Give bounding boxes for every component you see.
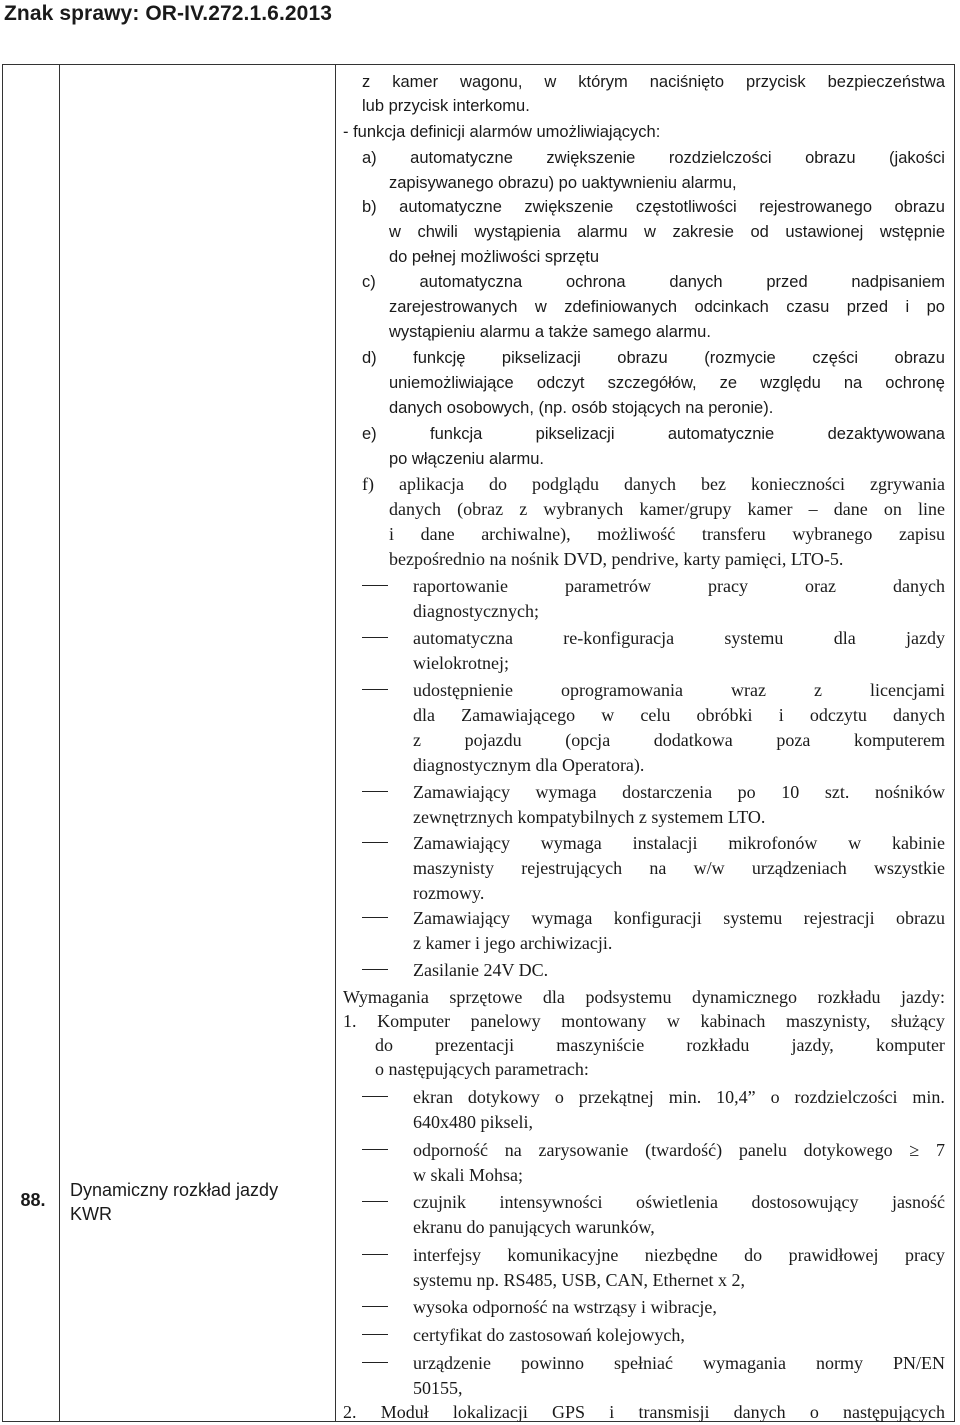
word: montowany <box>561 1011 647 1031</box>
word: naciśnięto <box>649 73 725 91</box>
word: zarysowanie <box>538 1140 629 1160</box>
word: i <box>609 1402 615 1422</box>
word: kamer/grupy <box>639 499 732 519</box>
word: ochrona <box>565 273 626 291</box>
word: danych <box>669 273 723 291</box>
dash-bullet <box>362 1096 388 1097</box>
word: odporność <box>413 1140 488 1160</box>
word: urządzenie <box>413 1353 491 1373</box>
word: czasu <box>786 298 830 316</box>
word: wszystkie <box>873 858 945 878</box>
word: danych <box>892 576 945 596</box>
word: intensywności <box>499 1192 603 1212</box>
dash-bullet <box>362 1306 388 1307</box>
word: maszyniście <box>556 1035 645 1055</box>
word: jazdy: <box>901 987 945 1007</box>
description-line <box>362 146 945 171</box>
description-line <box>413 1190 945 1215</box>
description-line <box>413 1243 945 1268</box>
description-line <box>343 985 945 1010</box>
word: rozkładu <box>817 987 881 1007</box>
description-line <box>413 1085 945 1110</box>
description-line: o następujących parametrach: <box>375 1059 589 1079</box>
word: normy <box>815 1353 863 1373</box>
word: i <box>778 705 784 725</box>
word: dla <box>542 987 565 1007</box>
description-line: certyfikat do zastosowań kolejowych, <box>413 1325 685 1345</box>
word: ze <box>719 374 738 392</box>
dash-bullet <box>362 842 388 843</box>
word: pikselizacji <box>501 349 581 367</box>
word: wstępnie <box>879 223 945 241</box>
word: dynamicznego <box>692 987 797 1007</box>
word: i <box>389 524 395 544</box>
word: aplikacja <box>399 474 464 494</box>
word: obrazu <box>617 349 668 367</box>
description-line <box>343 1400 945 1425</box>
word: maszynisty, <box>786 1011 871 1031</box>
word: w <box>601 705 615 725</box>
word: 7 <box>935 1140 945 1160</box>
word: PN/EN <box>892 1353 945 1373</box>
description-line <box>413 678 945 703</box>
word: automatyczne <box>410 149 513 167</box>
word: transferu <box>701 524 766 544</box>
word: w <box>544 73 557 91</box>
word: wagonu, <box>460 73 523 91</box>
word: bezpieczeństwa <box>827 73 945 91</box>
description-line: wysoka odporność na wstrząsy i wibracje, <box>413 1297 717 1317</box>
word: Zamawiającego <box>461 705 576 725</box>
word: kabinie <box>891 833 945 853</box>
column-divider <box>335 64 336 1422</box>
description-line: - funkcja definicji alarmów umożliwiających: <box>343 123 661 141</box>
word: rejestrujących <box>521 858 623 878</box>
word: oprogramowania <box>561 680 683 700</box>
word: jazdy <box>905 628 945 648</box>
description-line: do pełnej możliwości sprzętu <box>389 248 600 266</box>
word: archiwalne), <box>481 524 571 544</box>
word: 10,4” <box>716 1087 756 1107</box>
word: na <box>649 858 667 878</box>
word: udostępnienie <box>413 680 513 700</box>
description-line <box>413 906 945 931</box>
word: dotykowy <box>467 1087 540 1107</box>
word: powinno <box>520 1353 584 1373</box>
word: alarmu <box>577 223 628 241</box>
word: obrazu <box>894 349 945 367</box>
word: wymaga <box>540 833 602 853</box>
word: ≥ <box>909 1140 920 1160</box>
word: rozkładu <box>686 1035 750 1055</box>
word: względu <box>760 374 821 392</box>
description-line <box>389 295 945 320</box>
word: f) <box>362 474 374 494</box>
word: min. <box>912 1087 945 1107</box>
word: zarejestrowanych <box>389 298 518 316</box>
description-line <box>362 472 945 497</box>
description-line <box>389 497 945 522</box>
word: dodatkowa <box>653 730 733 750</box>
word: GPS <box>552 1402 586 1422</box>
description-line: diagnostycznym dla Operatora). <box>413 755 645 775</box>
description-line <box>362 346 945 371</box>
word: zgrywania <box>870 474 945 494</box>
dash-bullet <box>362 791 388 792</box>
word: pracy <box>707 576 748 596</box>
dash-bullet <box>362 585 388 586</box>
description-line <box>389 220 945 245</box>
word: instalacji <box>632 833 698 853</box>
word: przed <box>766 273 808 291</box>
word: wymaga <box>535 782 597 802</box>
word: zwiększenie <box>546 149 636 167</box>
word: zapisu <box>898 524 945 544</box>
description-line: Zasilanie 24V DC. <box>413 960 549 980</box>
word: w <box>534 298 547 316</box>
word: funkcję <box>413 349 466 367</box>
word: na <box>504 1140 522 1160</box>
dash-bullet <box>362 969 388 970</box>
description-line: systemu np. RS485, USB, CAN, Ethernet x 2, <box>413 1270 746 1290</box>
dash-bullet <box>362 1362 388 1363</box>
word: licencjami <box>870 680 945 700</box>
word: w <box>666 1011 680 1031</box>
word: dla <box>413 705 435 725</box>
word: z <box>519 499 528 519</box>
word: chwili <box>417 223 458 241</box>
word: prezentacji <box>435 1035 515 1055</box>
word: Moduł <box>380 1402 429 1422</box>
word: zakresie <box>672 223 734 241</box>
description-line <box>413 728 945 753</box>
word: możliwość <box>597 524 676 544</box>
word: automatyczne <box>399 198 502 216</box>
word: którym <box>578 73 628 91</box>
word: kamer <box>747 499 793 519</box>
word: nadpisaniem <box>851 273 945 291</box>
word: komputer <box>875 1035 945 1055</box>
dash-bullet <box>362 1334 388 1335</box>
word: a) <box>362 149 377 167</box>
description-line: diagnostycznych; <box>413 601 539 621</box>
description-line: w skali Mohsa; <box>413 1165 523 1185</box>
word: na <box>843 374 863 392</box>
word: niezbędne <box>644 1245 718 1265</box>
word: pojazdu <box>464 730 522 750</box>
word: Zamawiający <box>413 782 510 802</box>
word: automatyczna <box>413 628 513 648</box>
dash-bullet <box>362 689 388 690</box>
description-line <box>413 626 945 651</box>
word: maszynisty <box>413 858 494 878</box>
word: danych <box>624 474 677 494</box>
word: czujnik <box>413 1192 466 1212</box>
word: c) <box>362 273 376 291</box>
word: sprzętowe <box>449 987 523 1007</box>
word: systemu <box>723 908 783 928</box>
word: kamer <box>392 73 439 91</box>
word: oraz <box>804 576 836 596</box>
word: komputerem <box>853 730 945 750</box>
word: obrazu <box>894 198 945 216</box>
description-line: zewnętrznych kompatybilnych z systemem LTO. <box>413 807 766 827</box>
row-number: 88. <box>20 1190 46 1210</box>
word: przekątnej <box>578 1087 654 1107</box>
row-name <box>70 1178 330 1226</box>
word: (rozmycie <box>704 349 776 367</box>
word: wystąpienia <box>474 223 561 241</box>
description-line: ekranu do panujących warunków, <box>413 1217 655 1237</box>
word: po <box>737 782 756 802</box>
dash-bullet <box>362 917 388 918</box>
word: (twardość) <box>645 1140 723 1160</box>
word: ustawionej <box>785 223 864 241</box>
word: line <box>918 499 945 519</box>
word: parametrów <box>564 576 651 596</box>
word: ochronę <box>885 374 945 392</box>
description-line <box>413 856 945 881</box>
word: z <box>362 73 371 91</box>
word: on <box>883 499 902 519</box>
word: rozdzielczości <box>794 1087 898 1107</box>
word: (obraz <box>457 499 504 519</box>
word: panelu <box>738 1140 787 1160</box>
description-line <box>362 70 945 95</box>
word: Komputer <box>377 1011 451 1031</box>
word: jazdy, <box>791 1035 834 1055</box>
word: b) <box>362 198 377 216</box>
word: obrazu <box>896 908 945 928</box>
word: celu <box>640 705 671 725</box>
word: spełniać <box>613 1353 673 1373</box>
word: obróbki <box>696 705 753 725</box>
word: konieczności <box>751 474 845 494</box>
word: zdefiniowanych <box>564 298 678 316</box>
word: transmisji <box>638 1402 710 1422</box>
word: następujących <box>843 1402 945 1422</box>
word: rejestrowanego <box>759 198 873 216</box>
word: re-konfiguracja <box>563 628 675 648</box>
description-line: po włączeniu alarmu. <box>389 450 544 468</box>
word: odczyt <box>536 374 585 392</box>
word: (jakości <box>889 149 945 167</box>
description-line: wielokrotnej; <box>413 653 509 673</box>
word: d) <box>362 349 377 367</box>
word: zwiększenie <box>524 198 614 216</box>
word: poza <box>776 730 811 750</box>
case-number-header: Znak sprawy: OR-IV.272.1.6.2013 <box>4 2 333 25</box>
description-line: danych osobowych, (np. osób stojących na peronie). <box>389 399 774 417</box>
word: szczegółów, <box>607 374 697 392</box>
word: e) <box>362 425 377 443</box>
word: przycisk <box>746 73 806 91</box>
description-line: 640x480 pikseli, <box>413 1112 533 1132</box>
word: przed <box>846 298 889 316</box>
word: prawidłowej <box>788 1245 879 1265</box>
word: jasność <box>891 1192 945 1212</box>
word: w <box>848 833 862 853</box>
word: panelowy <box>470 1011 541 1031</box>
description-line <box>362 270 945 295</box>
column-divider <box>59 64 60 1422</box>
word: uniemożliwiające <box>389 374 514 392</box>
word: odczytu <box>809 705 867 725</box>
word: dane <box>420 524 455 544</box>
description-line <box>389 371 945 396</box>
word: systemu <box>724 628 784 648</box>
description-line <box>413 703 945 728</box>
description-line: lub przycisk interkomu. <box>362 97 530 115</box>
description-line <box>413 1351 945 1376</box>
word: pracy <box>904 1245 945 1265</box>
description-line <box>413 780 945 805</box>
word: szt. <box>824 782 850 802</box>
word: wymagania <box>702 1353 786 1373</box>
word: podglądu <box>532 474 600 494</box>
word: w/w <box>693 858 725 878</box>
word: ekran <box>413 1087 453 1107</box>
word: w <box>389 223 401 241</box>
description-line <box>389 522 945 547</box>
word: lokalizacji <box>452 1402 528 1422</box>
row-name-line: Dynamiczny rozkład jazdy <box>70 1180 279 1200</box>
word: podsystemu <box>585 987 672 1007</box>
word: komunikacyjne <box>507 1245 619 1265</box>
word: konfiguracji <box>613 908 702 928</box>
word: danych <box>733 1402 786 1422</box>
dash-bullet <box>362 637 388 638</box>
word: oświetlenia <box>635 1192 718 1212</box>
word: urządzeniach <box>751 858 847 878</box>
word: do <box>744 1245 763 1265</box>
word: (opcja <box>565 730 611 750</box>
word: i <box>905 298 910 316</box>
description-line: zapisywanego obrazu) po uaktywnieniu alarmu, <box>389 174 737 192</box>
word: dezaktywowana <box>827 425 945 443</box>
word: częstotliwości <box>635 198 737 216</box>
word: danych <box>893 705 945 725</box>
word: kabinach <box>700 1011 766 1031</box>
description-line: wystąpieniu alarmu a także samego alarmu. <box>389 323 711 341</box>
word: 2. <box>343 1402 357 1422</box>
word: wraz <box>730 680 766 700</box>
word: automatycznie <box>667 425 775 443</box>
word: po <box>926 298 945 316</box>
word: w <box>644 223 656 241</box>
word: wybranych <box>543 499 624 519</box>
word: – <box>808 499 818 519</box>
word: Zamawiający <box>413 833 510 853</box>
word: 10 <box>781 782 800 802</box>
description-line <box>413 831 945 856</box>
description-line: z kamer i jego archiwizacji. <box>413 933 613 953</box>
word: obrazu <box>805 149 856 167</box>
word: raportowanie <box>413 576 508 596</box>
word: interfejsy <box>413 1245 481 1265</box>
word: mikrofonów <box>728 833 818 853</box>
word: rozdzielczości <box>668 149 772 167</box>
description-line <box>413 1138 945 1163</box>
description-line <box>362 195 945 220</box>
word: o <box>809 1402 819 1422</box>
word: automatyczna <box>419 273 523 291</box>
row-name-line: KWR <box>70 1204 112 1224</box>
word: Zamawiający <box>413 908 510 928</box>
dash-bullet <box>362 1254 388 1255</box>
description-line: 50155, <box>413 1378 463 1398</box>
word: od <box>750 223 769 241</box>
word: odcinkach <box>694 298 769 316</box>
word: służący <box>890 1011 945 1031</box>
description-line <box>362 422 945 447</box>
description-line <box>413 574 945 599</box>
word: dostarczenia <box>622 782 713 802</box>
word: do <box>375 1035 393 1055</box>
word: min. <box>668 1087 702 1107</box>
word: dotykowego <box>803 1140 893 1160</box>
word: o <box>554 1087 564 1107</box>
word: dostosowujący <box>751 1192 859 1212</box>
word: wybranego <box>792 524 873 544</box>
word: dane <box>833 499 868 519</box>
word: danych <box>389 499 441 519</box>
word: z <box>413 730 421 750</box>
word: dla <box>833 628 856 648</box>
description-line: rozmowy. <box>413 883 485 903</box>
word: do <box>489 474 507 494</box>
word: rejestracji <box>803 908 875 928</box>
word: o <box>770 1087 780 1107</box>
word: funkcja <box>430 425 483 443</box>
word: wymaga <box>531 908 593 928</box>
word: Wymagania <box>343 987 429 1007</box>
word: części <box>812 349 859 367</box>
dash-bullet <box>362 1149 388 1150</box>
word: bez <box>701 474 727 494</box>
description-line <box>343 1009 945 1034</box>
word: z <box>813 680 822 700</box>
description-line: bezpośrednio na nośnik DVD, pendrive, karty pamięci, LTO-5. <box>389 549 844 569</box>
word: nośników <box>874 782 945 802</box>
word: pikselizacji <box>535 425 615 443</box>
dash-bullet <box>362 1201 388 1202</box>
description-line <box>375 1033 945 1058</box>
word: 1. <box>343 1011 357 1031</box>
